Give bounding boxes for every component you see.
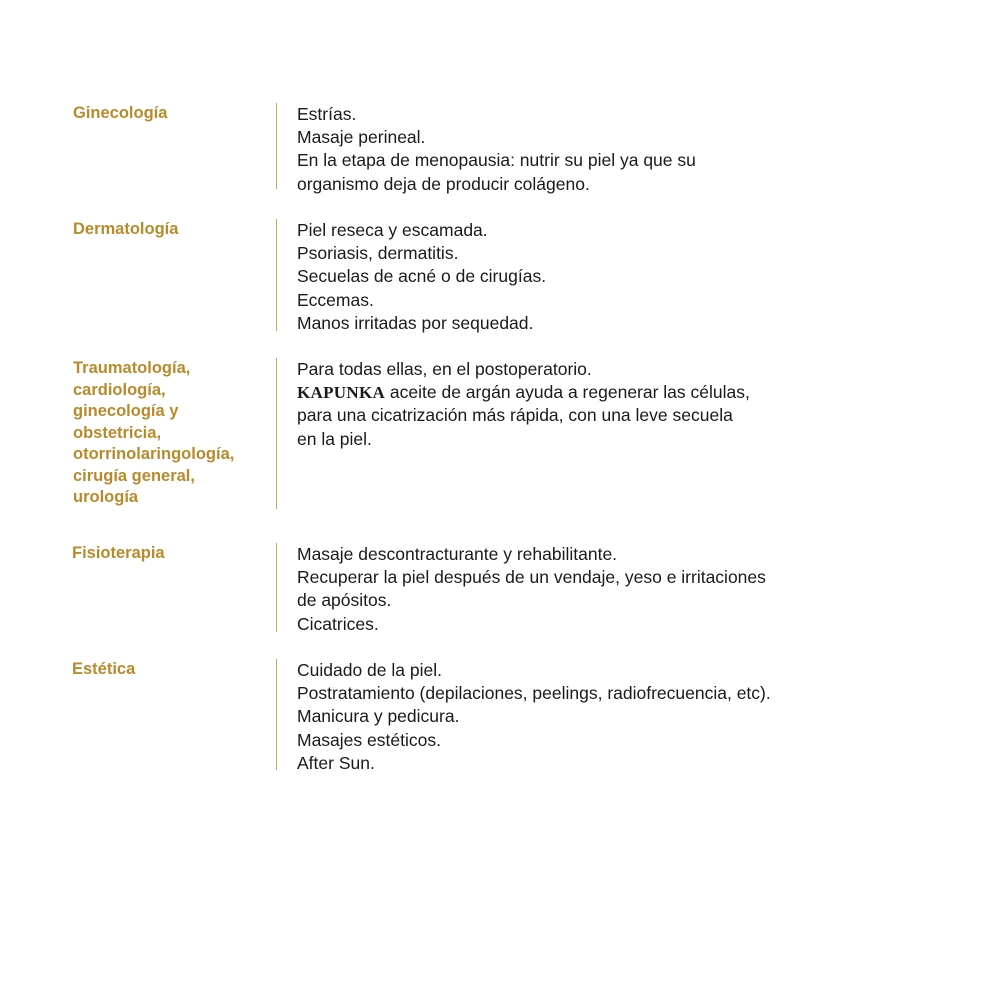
- item-list: [297, 219, 857, 335]
- list-item: Postratamiento (depilaciones, peelings, radiofrecuencia, etc).: [297, 683, 771, 704]
- list-item: para una cicatrización más rápida, con una leve secuela: [297, 405, 733, 426]
- list-item: Estrías.: [297, 104, 357, 124]
- list-item: Eccemas.: [297, 289, 374, 310]
- category-heading: Traumatología, cardiología, ginecología y obstetricia, otorrinolaringología, cirugía general, urología: [73, 359, 235, 506]
- list-item: Recuperar la piel después de un vendaje, yeso e irritaciones: [297, 567, 766, 588]
- list-item: Manicura y pedicura.: [297, 706, 460, 727]
- divider-rule: [276, 543, 277, 632]
- category-heading: Estética: [72, 660, 136, 678]
- item-list: [297, 659, 857, 775]
- brand-name: KAPUNKA: [297, 383, 386, 403]
- list-item-brand: [297, 381, 857, 404]
- list-item: Cuidado de la piel.: [297, 660, 442, 680]
- category-heading: Ginecología: [73, 104, 168, 122]
- list-item: organismo deja de producir colágeno.: [297, 173, 590, 194]
- list-item: Piel reseca y escamada.: [297, 220, 488, 240]
- item-list: [297, 543, 857, 636]
- list-item: Masaje perineal.: [297, 127, 426, 148]
- divider-rule: [276, 219, 277, 331]
- list-item: En la etapa de menopausia: nutrir su piel ya que su: [297, 150, 696, 171]
- divider-rule: [276, 659, 277, 770]
- list-item: After Sun.: [297, 752, 375, 773]
- list-item: Manos irritadas por sequedad.: [297, 312, 534, 333]
- category-heading: Dermatología: [73, 220, 179, 238]
- list-item: en la piel.: [297, 428, 372, 449]
- list-item: Secuelas de acné o de cirugías.: [297, 266, 547, 287]
- list-item: de apósitos.: [297, 590, 392, 611]
- list-item: Masaje descontracturante y rehabilitante.: [297, 544, 618, 564]
- list-item: Cicatrices.: [297, 613, 379, 634]
- divider-rule: [276, 358, 277, 509]
- list-item: Masajes estéticos.: [297, 729, 441, 750]
- list-item: Psoriasis, dermatitis.: [297, 243, 459, 264]
- category-heading: Fisioterapia: [72, 544, 165, 562]
- list-item: Para todas ellas, en el postoperatorio.: [297, 359, 592, 379]
- item-list: [297, 103, 857, 196]
- item-list: [297, 358, 857, 451]
- divider-rule: [276, 103, 277, 189]
- brand-line-text: aceite de argán ayuda a regenerar las células,: [385, 382, 750, 403]
